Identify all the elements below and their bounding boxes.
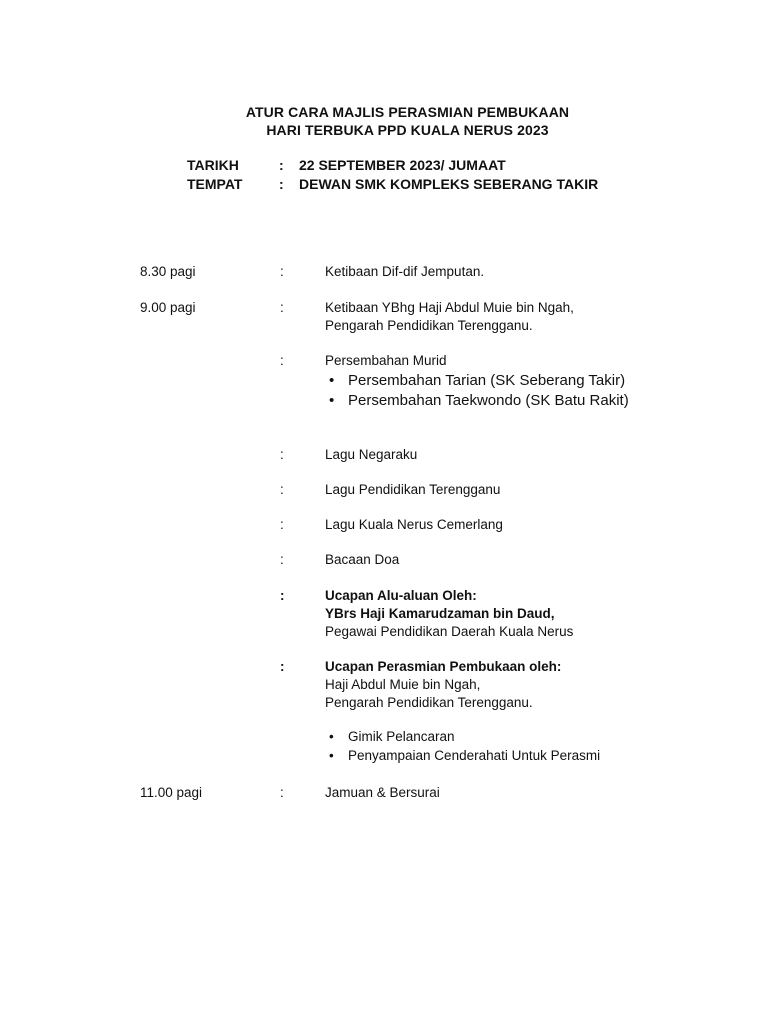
bullet-dot-icon: •: [329, 748, 334, 763]
bullet-dot-icon: •: [329, 392, 335, 409]
schedule-desc-8: [325, 587, 573, 641]
schedule-colon-1: :: [280, 264, 284, 279]
schedule-desc-5: Lagu Pendidikan Terengganu: [325, 482, 501, 497]
meta-venue-colon: :: [279, 176, 284, 192]
schedule-colon-3: :: [280, 353, 284, 368]
schedule-desc-6: Lagu Kuala Nerus Cemerlang: [325, 517, 503, 532]
document-title-line2: HARI TERBUKA PPD KUALA NERUS 2023: [266, 122, 549, 138]
schedule-colon-4: :: [280, 447, 284, 462]
schedule-time-1: 8.30 pagi: [140, 264, 196, 279]
bullet-dot-icon: •: [329, 729, 334, 744]
performance-bullet-2-text: Persembahan Taekwondo (SK Batu Rakit): [348, 392, 629, 409]
meta-venue-value: DEWAN SMK KOMPLEKS SEBERANG TAKIR: [299, 176, 599, 192]
meta-date-label: TARIKH: [187, 157, 239, 173]
schedule-desc-1: Ketibaan Dif-dif Jemputan.: [325, 264, 485, 279]
schedule-colon-2: :: [280, 300, 284, 315]
schedule-desc-8-line2: YBrs Haji Kamarudzaman bin Daud,: [325, 606, 555, 621]
schedule-colon-9: :: [280, 659, 285, 674]
schedule-desc-3: Persembahan Murid: [325, 353, 447, 368]
launch-bullet-2-text: Penyampaian Cenderahati Untuk Perasmi: [348, 748, 601, 763]
schedule-desc-7: Bacaan Doa: [325, 552, 400, 567]
document-title-line1: ATUR CARA MAJLIS PERASMIAN PEMBUKAAN: [245, 104, 570, 120]
schedule-desc-9-line1: Ucapan Perasmian Pembukaan oleh:: [325, 659, 562, 674]
schedule-desc-9-line2: Haji Abdul Muie bin Ngah,: [325, 677, 481, 692]
schedule-desc-4: Lagu Negaraku: [325, 447, 418, 462]
schedule-colon-8: :: [280, 588, 285, 603]
bullet-dot-icon: •: [329, 372, 335, 389]
schedule-desc-8-line1: Ucapan Alu-aluan Oleh:: [325, 588, 477, 603]
schedule-desc-8-line3: Pegawai Pendidikan Daerah Kuala Nerus: [325, 624, 574, 639]
schedule-desc-2-line2: Pengarah Pendidikan Terengganu.: [325, 318, 533, 333]
meta-date-colon: :: [279, 157, 284, 173]
schedule-desc-2: [325, 299, 574, 335]
schedule-colon-5: :: [280, 482, 284, 497]
schedule-time-10: 11.00 pagi: [140, 785, 203, 800]
performance-bullet-1-text: Persembahan Tarian (SK Seberang Takir): [348, 372, 626, 389]
schedule-colon-6: :: [280, 517, 284, 532]
schedule-time-2: 9.00 pagi: [140, 300, 196, 315]
schedule-desc-2-line1: Ketibaan YBhg Haji Abdul Muie bin Ngah,: [325, 300, 574, 315]
launch-bullet-1-text: Gimik Pelancaran: [348, 729, 455, 744]
meta-venue-label: TEMPAT: [187, 176, 243, 192]
schedule-colon-7: :: [280, 552, 284, 567]
schedule-colon-10: :: [280, 785, 284, 800]
schedule-desc-9-line3: Pengarah Pendidikan Terengganu.: [325, 695, 533, 710]
meta-date-value: 22 SEPTEMBER 2023/ JUMAAT: [299, 157, 506, 173]
schedule-desc-9: [325, 658, 561, 712]
schedule-desc-10: Jamuan & Bersurai: [325, 785, 440, 800]
